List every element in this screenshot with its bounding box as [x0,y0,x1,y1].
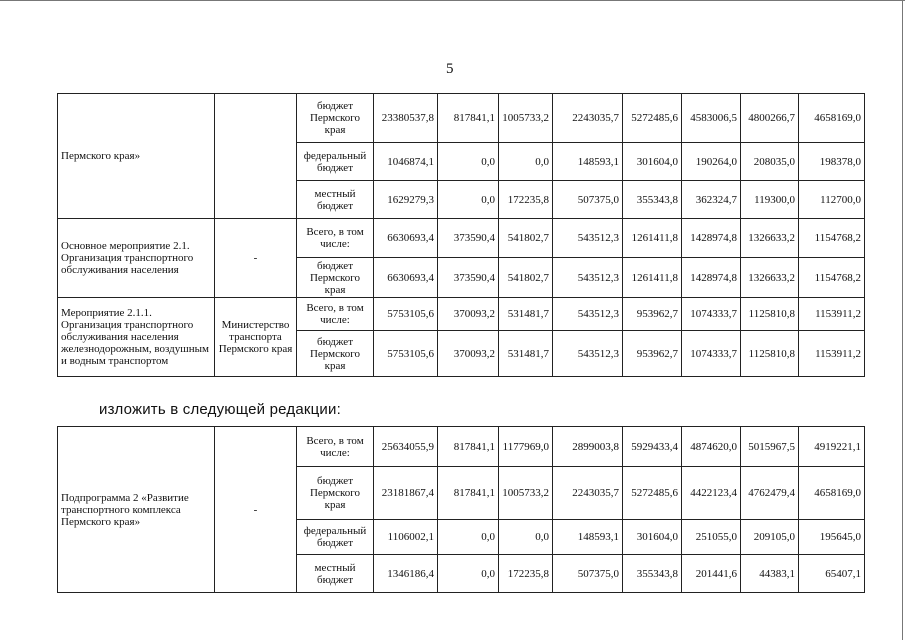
scan-top-line [0,0,905,1]
amount-cell: 817841,1 [438,94,499,143]
amount-cell: 1125810,8 [741,298,799,331]
amount-cell: 172235,8 [499,555,553,593]
program-name-cell: Мероприятие 2.1.1. Организация транспортного обслуживания населения железнодорожным, воздушным и водным транспортом [58,298,215,377]
amount-cell: 1177969,0 [499,427,553,467]
amount-cell: 209105,0 [741,520,799,555]
amount-cell: 195645,0 [799,520,865,555]
responsible-cell: - [215,219,297,298]
program-name-cell: Подпрограмма 2 «Развитие транспортного комплекса Пермского края» [58,427,215,593]
amount-cell: 4919221,1 [799,427,865,467]
amount-cell: 355343,8 [623,181,682,219]
table-row [58,94,865,143]
amount-cell: 1326633,2 [741,258,799,298]
amount-cell: 0,0 [438,520,499,555]
amount-cell: 543512,3 [553,219,623,258]
amount-cell: 817841,1 [438,427,499,467]
funding-source-cell: федеральный бюджет [297,143,374,181]
amount-cell: 5272485,6 [623,467,682,520]
amount-cell: 817841,1 [438,467,499,520]
amount-cell: 953962,7 [623,298,682,331]
amount-cell: 531481,7 [499,331,553,377]
funding-source-cell: бюджет Пермского края [297,331,374,377]
amount-cell: 1261411,8 [623,219,682,258]
amount-cell: 4658169,0 [799,94,865,143]
amount-cell: 1074333,7 [682,331,741,377]
amount-cell: 4800266,7 [741,94,799,143]
amount-cell: 1154768,2 [799,219,865,258]
amount-cell: 1005733,2 [499,94,553,143]
amount-cell: 25634055,9 [374,427,438,467]
funding-source-cell: бюджет Пермского края [297,467,374,520]
amount-cell: 1074333,7 [682,298,741,331]
amount-cell: 65407,1 [799,555,865,593]
amount-cell: 355343,8 [623,555,682,593]
responsible-cell [215,94,297,219]
amount-cell: 0,0 [438,143,499,181]
amount-cell: 1629279,3 [374,181,438,219]
amount-cell: 1326633,2 [741,219,799,258]
amount-cell: 148593,1 [553,143,623,181]
amount-cell: 373590,4 [438,219,499,258]
amount-cell: 5753105,6 [374,331,438,377]
amount-cell: 507375,0 [553,181,623,219]
amount-cell: 301604,0 [623,143,682,181]
amount-cell: 1428974,8 [682,258,741,298]
amount-cell: 0,0 [499,143,553,181]
amount-cell: 373590,4 [438,258,499,298]
amount-cell: 4422123,4 [682,467,741,520]
amount-cell: 148593,1 [553,520,623,555]
amount-cell: 5753105,6 [374,298,438,331]
amount-cell: 1154768,2 [799,258,865,298]
amount-cell: 6630693,4 [374,258,438,298]
table-row [58,427,865,467]
amount-cell: 543512,3 [553,298,623,331]
amount-cell: 112700,0 [799,181,865,219]
scan-right-edge [902,0,903,640]
amount-cell: 0,0 [438,181,499,219]
amount-cell: 1153911,2 [799,298,865,331]
amount-cell: 1346186,4 [374,555,438,593]
amount-cell: 201441,6 [682,555,741,593]
funding-source-cell: бюджет Пермского края [297,258,374,298]
funding-source-cell: местный бюджет [297,181,374,219]
funding-source-cell: местный бюджет [297,555,374,593]
page-number: 5 [446,61,454,77]
amount-cell: 0,0 [499,520,553,555]
responsible-cell: - [215,427,297,593]
amount-cell: 6630693,4 [374,219,438,258]
amount-cell: 23181867,4 [374,467,438,520]
amount-cell: 4583006,5 [682,94,741,143]
amount-cell: 507375,0 [553,555,623,593]
amount-cell: 541802,7 [499,219,553,258]
funding-source-cell: Всего, в том числе: [297,298,374,331]
amount-cell: 2899003,8 [553,427,623,467]
amount-cell: 251055,0 [682,520,741,555]
amount-cell: 44383,1 [741,555,799,593]
amount-cell: 172235,8 [499,181,553,219]
amount-cell: 1046874,1 [374,143,438,181]
amount-cell: 362324,7 [682,181,741,219]
intro-text: изложить в следующей редакции: [99,401,341,418]
table-row [58,219,865,258]
amount-cell: 1153911,2 [799,331,865,377]
amount-cell: 5015967,5 [741,427,799,467]
funding-source-cell: бюджет Пермского края [297,94,374,143]
amount-cell: 2243035,7 [553,467,623,520]
amount-cell: 2243035,7 [553,94,623,143]
amount-cell: 4874620,0 [682,427,741,467]
amount-cell: 4762479,4 [741,467,799,520]
amount-cell: 0,0 [438,555,499,593]
funding-source-cell: федеральный бюджет [297,520,374,555]
amount-cell: 301604,0 [623,520,682,555]
amount-cell: 198378,0 [799,143,865,181]
amount-cell: 5272485,6 [623,94,682,143]
amount-cell: 208035,0 [741,143,799,181]
amount-cell: 119300,0 [741,181,799,219]
amount-cell: 23380537,8 [374,94,438,143]
amount-cell: 1261411,8 [623,258,682,298]
program-name-cell: Пермского края» [58,94,215,219]
amount-cell: 190264,0 [682,143,741,181]
amount-cell: 541802,7 [499,258,553,298]
funding-source-cell: Всего, в том числе: [297,427,374,467]
amount-cell: 1125810,8 [741,331,799,377]
amount-cell: 543512,3 [553,258,623,298]
amount-cell: 370093,2 [438,298,499,331]
amount-cell: 953962,7 [623,331,682,377]
amount-cell: 370093,2 [438,331,499,377]
amount-cell: 1428974,8 [682,219,741,258]
table-row [58,298,865,331]
amount-cell: 1005733,2 [499,467,553,520]
budget-table-old [57,93,865,377]
amount-cell: 543512,3 [553,331,623,377]
amount-cell: 4658169,0 [799,467,865,520]
responsible-cell: Министерство транспорта Пермского края [215,298,297,377]
amount-cell: 531481,7 [499,298,553,331]
budget-table-new [57,426,865,593]
amount-cell: 1106002,1 [374,520,438,555]
amount-cell: 5929433,4 [623,427,682,467]
funding-source-cell: Всего, в том числе: [297,219,374,258]
program-name-cell: Основное мероприятие 2.1. Организация транспортного обслуживания населения [58,219,215,298]
